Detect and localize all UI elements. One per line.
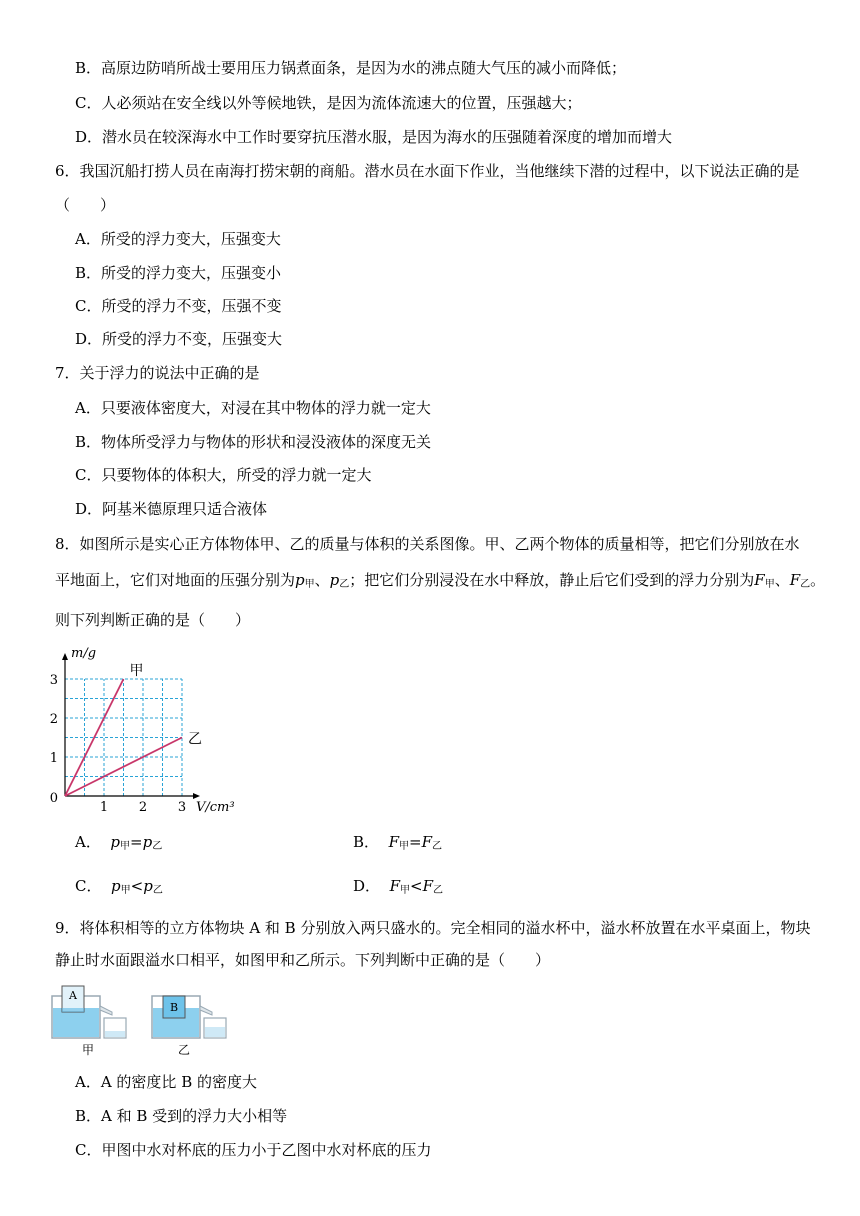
q8-symbol-f: F xyxy=(754,571,765,589)
block-a-submerged xyxy=(62,1008,84,1012)
q8-equals: = xyxy=(409,833,422,851)
y-axis-label: m/g xyxy=(71,646,97,661)
q8-sub-yi: 乙 xyxy=(339,579,350,590)
q8-stem-line3: 则下列判断正确的是（ ） xyxy=(55,611,251,629)
q9-option-b: B．A 和 B 受到的浮力大小相等 xyxy=(75,1107,288,1125)
q8-option-d-label: D． xyxy=(353,877,381,895)
q7-option-b: B．物体所受浮力与物体的形状和浸没液体的深度无关 xyxy=(75,433,432,451)
q8-sub-jia: 甲 xyxy=(304,579,315,590)
y-tick-label: 3 xyxy=(49,673,58,688)
q6-option-d: D．所受的浮力不变，压强变大 xyxy=(75,330,283,348)
q8-text-part2: ；把它们分别浸没在水中释放，静止后它们受到的浮力分别为 xyxy=(349,571,755,589)
x-tick-label: 3 xyxy=(177,800,187,815)
y-axis-arrow xyxy=(62,653,68,660)
q8-sub-jia: 甲 xyxy=(399,841,409,852)
q8-option-a-label: A． xyxy=(75,833,101,851)
mass-volume-chart xyxy=(48,638,248,818)
overflow-cup-jia xyxy=(52,986,126,1057)
q6-answer-blank: （ ） xyxy=(55,196,116,214)
q8-less-than: < xyxy=(410,877,423,895)
q8-symbol-f: F xyxy=(421,833,432,851)
q9-stem-line2: 静止时水面跟溢水口相平，如图甲和乙所示。下列判断中正确的是（ ） xyxy=(55,951,551,969)
catch-water xyxy=(105,1031,125,1037)
origin-label: 0 xyxy=(49,791,58,806)
series-line xyxy=(65,679,124,796)
q8-symbol-p: p xyxy=(111,877,121,895)
q8-sub-yi: 乙 xyxy=(432,841,442,852)
spout xyxy=(100,1006,112,1015)
q9-option-c: C．甲图中水对杯底的压力小于乙图中水对杯底的压力 xyxy=(75,1141,432,1159)
q8-symbol-f: F xyxy=(389,877,400,895)
q8-stem-line1: 8．如图所示是实心正方体物体甲、乙的质量与体积的关系图像。甲、乙两个物体的质量相等，把它们分别放在水 xyxy=(55,535,800,553)
series-line xyxy=(65,738,182,797)
q6-stem: 6．我国沉船打捞人员在南海打捞宋朝的商船。潜水员在水面下作业，当他继续下潜的过程中，以下说法正确的是 xyxy=(55,162,800,180)
x-axis-arrow xyxy=(193,793,200,799)
q8-symbol-f: F xyxy=(422,877,433,895)
caption-yi: 乙 xyxy=(177,1043,191,1057)
overflow-cups-figure xyxy=(48,982,238,1060)
q8-sub-yi: 乙 xyxy=(433,885,443,896)
q5-option-d: D．潜水员在较深海水中工作时要穿抗压潜水服，是因为海水的压强随着深度的增加而增大 xyxy=(75,128,673,146)
q8-option-d xyxy=(353,876,443,901)
q8-less-than: < xyxy=(130,877,144,895)
q8-sub-jia: 甲 xyxy=(764,579,775,590)
q8-stem-line2 xyxy=(55,570,825,595)
q8-text-part1: 平地面上，它们对地面的压强分别为 xyxy=(55,571,296,589)
q8-period: 。 xyxy=(810,571,826,589)
q8-symbol-p: p xyxy=(329,571,340,589)
q9-stem-line1: 9．将体积相等的立方体物块 A 和 B 分别放入两只盛水的。完全相同的溢水杯中，溢水杯放置在水平桌面上，物块 xyxy=(55,919,811,937)
q6-option-a: A．所受的浮力变大，压强变大 xyxy=(75,230,281,248)
q8-sep: 、 xyxy=(314,571,330,589)
q8-symbol-f: F xyxy=(789,571,801,589)
q8-option-a xyxy=(75,832,162,857)
q6-option-c: C．所受的浮力不变，压强不变 xyxy=(75,297,282,315)
q8-symbol-p: p xyxy=(143,877,153,895)
x-axis-label: V/cm³ xyxy=(196,800,235,815)
q8-sub-jia: 甲 xyxy=(120,885,131,896)
q8-equals: = xyxy=(130,833,143,851)
q8-sub-yi: 乙 xyxy=(800,579,811,590)
q8-symbol-p: p xyxy=(110,833,120,851)
x-tick-label: 1 xyxy=(99,800,109,815)
caption-jia: 甲 xyxy=(81,1043,95,1057)
q7-option-a: A．只要液体密度大，对浸在其中物体的浮力就一定大 xyxy=(75,399,431,417)
q5-option-b: B．高原边防哨所战士要用压力锅煮面条，是因为水的沸点随大气压的减小而降低； xyxy=(75,59,627,77)
q5-option-c: C．人必须站在安全线以外等候地铁，是因为流体流速大的位置，压强越大； xyxy=(75,94,582,112)
block-a-label: A xyxy=(69,989,77,1002)
q6-option-b: B．所受的浮力变大，压强变小 xyxy=(75,264,282,282)
q8-option-c xyxy=(75,876,163,901)
q7-stem: 7．关于浮力的说法中正确的是 xyxy=(55,364,260,382)
q7-option-d: D．阿基米德原理只适合液体 xyxy=(75,500,268,518)
q8-sub-yi: 乙 xyxy=(152,841,163,852)
q8-option-b-label: B． xyxy=(353,833,380,851)
series-label: 甲 xyxy=(129,663,144,679)
q9-option-a: A．A 的密度比 B 的密度大 xyxy=(75,1073,257,1091)
q8-option-b xyxy=(353,832,442,857)
y-tick-label: 2 xyxy=(49,712,58,727)
q8-sub-jia: 甲 xyxy=(400,885,410,896)
y-tick-label: 1 xyxy=(49,751,58,766)
q8-symbol-f: F xyxy=(388,833,399,851)
q8-sub-yi: 乙 xyxy=(152,885,163,896)
q8-symbol-p: p xyxy=(295,571,305,589)
block-b-label: B xyxy=(169,1001,179,1014)
q8-sep: 、 xyxy=(774,571,790,589)
q8-symbol-p: p xyxy=(142,833,153,851)
overflow-cup-yi xyxy=(152,996,226,1057)
x-tick-label: 2 xyxy=(138,800,148,815)
series-label: 乙 xyxy=(188,731,202,748)
q7-option-c: C．只要物体的体积大，所受的浮力就一定大 xyxy=(75,466,372,484)
catch-water xyxy=(205,1027,225,1037)
spout xyxy=(200,1006,212,1015)
q8-sub-jia: 甲 xyxy=(120,841,130,852)
q8-option-c-label: C． xyxy=(75,877,102,895)
